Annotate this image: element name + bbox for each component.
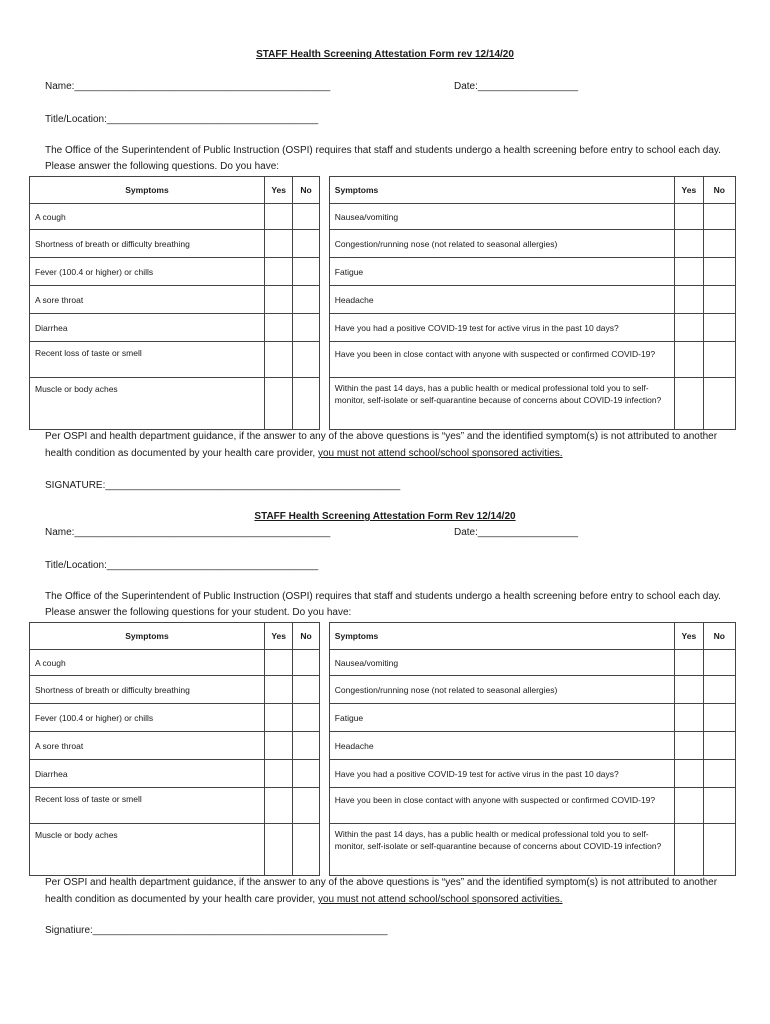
guidance-paragraph: [45, 428, 735, 462]
symptom-right: Nausea/vomiting: [329, 650, 674, 676]
no-header: No: [703, 177, 735, 204]
no-cell[interactable]: [293, 314, 319, 342]
yes-cell[interactable]: [264, 378, 292, 430]
no-cell[interactable]: [703, 258, 735, 286]
title-location-field[interactable]: Title/Location:______________________________________: [45, 114, 319, 125]
yes-cell[interactable]: [675, 760, 703, 788]
no-cell[interactable]: [293, 760, 319, 788]
yes-cell[interactable]: [675, 676, 703, 704]
symptom-right: Headache: [329, 732, 674, 760]
no-cell[interactable]: [293, 230, 319, 258]
symptoms-table: [29, 622, 736, 876]
no-cell[interactable]: [293, 732, 319, 760]
yes-cell[interactable]: [264, 342, 292, 378]
guidance-emphasis: you must not attend school/school sponsored activities.: [317, 894, 563, 905]
symptom-right: Have you had a positive COVID-19 test for active virus in the past 10 days?: [329, 314, 674, 342]
yes-cell[interactable]: [675, 824, 703, 876]
yes-cell[interactable]: [675, 204, 703, 230]
yes-cell[interactable]: [264, 824, 292, 876]
symptom-left: Muscle or body aches: [30, 378, 265, 430]
guidance-paragraph: [45, 874, 735, 908]
no-cell[interactable]: [703, 230, 735, 258]
yes-cell[interactable]: [264, 314, 292, 342]
signature-field[interactable]: Signatiure:_____________________________________________________: [45, 925, 388, 936]
yes-header: Yes: [264, 177, 292, 204]
symptom-left: A cough: [30, 650, 265, 676]
yes-cell[interactable]: [675, 342, 703, 378]
symptom-right: Headache: [329, 286, 674, 314]
yes-cell[interactable]: [264, 732, 292, 760]
symptom-right: Fatigue: [329, 258, 674, 286]
symptom-right: Within the past 14 days, has a public health or medical professional told you to self-monitor, self-isolate or self-quarantine because of concerns about COVID-19 infection?: [329, 378, 674, 430]
symptom-left: Fever (100.4 or higher) or chills: [30, 704, 265, 732]
yes-cell[interactable]: [264, 286, 292, 314]
yes-cell[interactable]: [675, 732, 703, 760]
no-header: No: [293, 177, 319, 204]
no-cell[interactable]: [293, 788, 319, 824]
yes-header: Yes: [675, 623, 703, 650]
yes-cell[interactable]: [675, 314, 703, 342]
symptom-right: Have you had a positive COVID-19 test for active virus in the past 10 days?: [329, 760, 674, 788]
symptom-left: Shortness of breath or difficulty breathing: [30, 230, 265, 258]
symptoms-header: Symptoms: [329, 177, 674, 204]
symptoms-header: Symptoms: [30, 623, 265, 650]
no-cell[interactable]: [703, 676, 735, 704]
yes-cell[interactable]: [264, 676, 292, 704]
yes-cell[interactable]: [264, 788, 292, 824]
symptom-right: Have you been in close contact with anyone with suspected or confirmed COVID-19?: [329, 788, 674, 824]
no-cell[interactable]: [293, 342, 319, 378]
symptom-right: Congestion/running nose (not related to seasonal allergies): [329, 230, 674, 258]
yes-header: Yes: [675, 177, 703, 204]
no-cell[interactable]: [293, 650, 319, 676]
symptom-left: Muscle or body aches: [30, 824, 265, 876]
no-cell[interactable]: [703, 760, 735, 788]
symptom-left: A sore throat: [30, 286, 265, 314]
symptom-left: Recent loss of taste or smell: [30, 342, 265, 378]
no-cell[interactable]: [703, 788, 735, 824]
symptom-left: A cough: [30, 204, 265, 230]
guidance-emphasis: you must not attend school/school sponsored activities.: [317, 448, 563, 459]
yes-cell[interactable]: [675, 788, 703, 824]
symptom-left: Diarrhea: [30, 314, 265, 342]
yes-cell[interactable]: [264, 760, 292, 788]
yes-cell[interactable]: [675, 704, 703, 732]
intro-paragraph: The Office of the Superintendent of Public Instruction (OSPI) requires that staff and students undergo a health screening before entry to school each day. Please answer the following questions. Do you have:: [45, 145, 721, 172]
symptom-left: Diarrhea: [30, 760, 265, 788]
no-header: No: [703, 623, 735, 650]
no-cell[interactable]: [293, 676, 319, 704]
yes-cell[interactable]: [675, 230, 703, 258]
no-cell[interactable]: [703, 204, 735, 230]
date-field[interactable]: Date:__________________: [454, 527, 579, 538]
no-cell[interactable]: [293, 204, 319, 230]
symptom-right: Fatigue: [329, 704, 674, 732]
symptom-left: Recent loss of taste or smell: [30, 788, 265, 824]
yes-header: Yes: [264, 623, 292, 650]
yes-cell[interactable]: [675, 378, 703, 430]
no-header: No: [293, 623, 319, 650]
symptom-right: Within the past 14 days, has a public health or medical professional told you to self-monitor, self-isolate or self-quarantine because of concerns about COVID-19 infection?: [329, 824, 674, 876]
yes-cell[interactable]: [675, 258, 703, 286]
yes-cell[interactable]: [264, 650, 292, 676]
yes-cell[interactable]: [264, 204, 292, 230]
no-cell[interactable]: [293, 704, 319, 732]
no-cell[interactable]: [703, 650, 735, 676]
no-cell[interactable]: [703, 342, 735, 378]
symptom-left: A sore throat: [30, 732, 265, 760]
yes-cell[interactable]: [264, 258, 292, 286]
symptom-left: Shortness of breath or difficulty breathing: [30, 676, 265, 704]
no-cell[interactable]: [293, 286, 319, 314]
form-title: STAFF Health Screening Attestation Form Rev 12/14/20: [254, 511, 516, 522]
yes-cell[interactable]: [675, 286, 703, 314]
symptoms-table: [29, 176, 736, 430]
no-cell[interactable]: [703, 824, 735, 876]
title-location-field[interactable]: Title/Location:______________________________________: [45, 560, 319, 571]
symptom-right: Nausea/vomiting: [329, 204, 674, 230]
intro-paragraph: The Office of the Superintendent of Public Instruction (OSPI) requires that staff and students undergo a health screening before entry to school each day. Please answer the following questions for your student. Do you have:: [45, 591, 721, 618]
guidance-text: Per OSPI and health department guidance, if the answer to any of the above questions is “yes” and the identified symptom(s) is not attributed to another health condition as documented by your health care provider,: [45, 877, 718, 905]
no-cell[interactable]: [703, 704, 735, 732]
signature-field[interactable]: SIGNATURE:_____________________________________________________: [45, 480, 401, 491]
date-field[interactable]: Date:__________________: [454, 81, 579, 92]
symptom-right: Have you been in close contact with anyone with suspected or confirmed COVID-19?: [329, 342, 674, 378]
symptom-right: Congestion/running nose (not related to seasonal allergies): [329, 676, 674, 704]
no-cell[interactable]: [703, 286, 735, 314]
no-cell[interactable]: [293, 378, 319, 430]
form-title: STAFF Health Screening Attestation Form rev 12/14/20: [256, 49, 514, 60]
yes-cell[interactable]: [675, 650, 703, 676]
yes-cell[interactable]: [264, 230, 292, 258]
symptoms-header: Symptoms: [30, 177, 265, 204]
symptom-left: Fever (100.4 or higher) or chills: [30, 258, 265, 286]
guidance-text: Per OSPI and health department guidance, if the answer to any of the above questions is “yes” and the identified symptom(s) is not attributed to another health condition as documented by your health care provider,: [45, 431, 718, 459]
no-cell[interactable]: [293, 824, 319, 876]
no-cell[interactable]: [293, 258, 319, 286]
no-cell[interactable]: [703, 732, 735, 760]
no-cell[interactable]: [703, 314, 735, 342]
yes-cell[interactable]: [264, 704, 292, 732]
no-cell[interactable]: [703, 378, 735, 430]
name-field[interactable]: Name:______________________________________________: [45, 81, 331, 92]
name-field[interactable]: Name:______________________________________________: [45, 527, 331, 538]
symptoms-header: Symptoms: [329, 623, 674, 650]
